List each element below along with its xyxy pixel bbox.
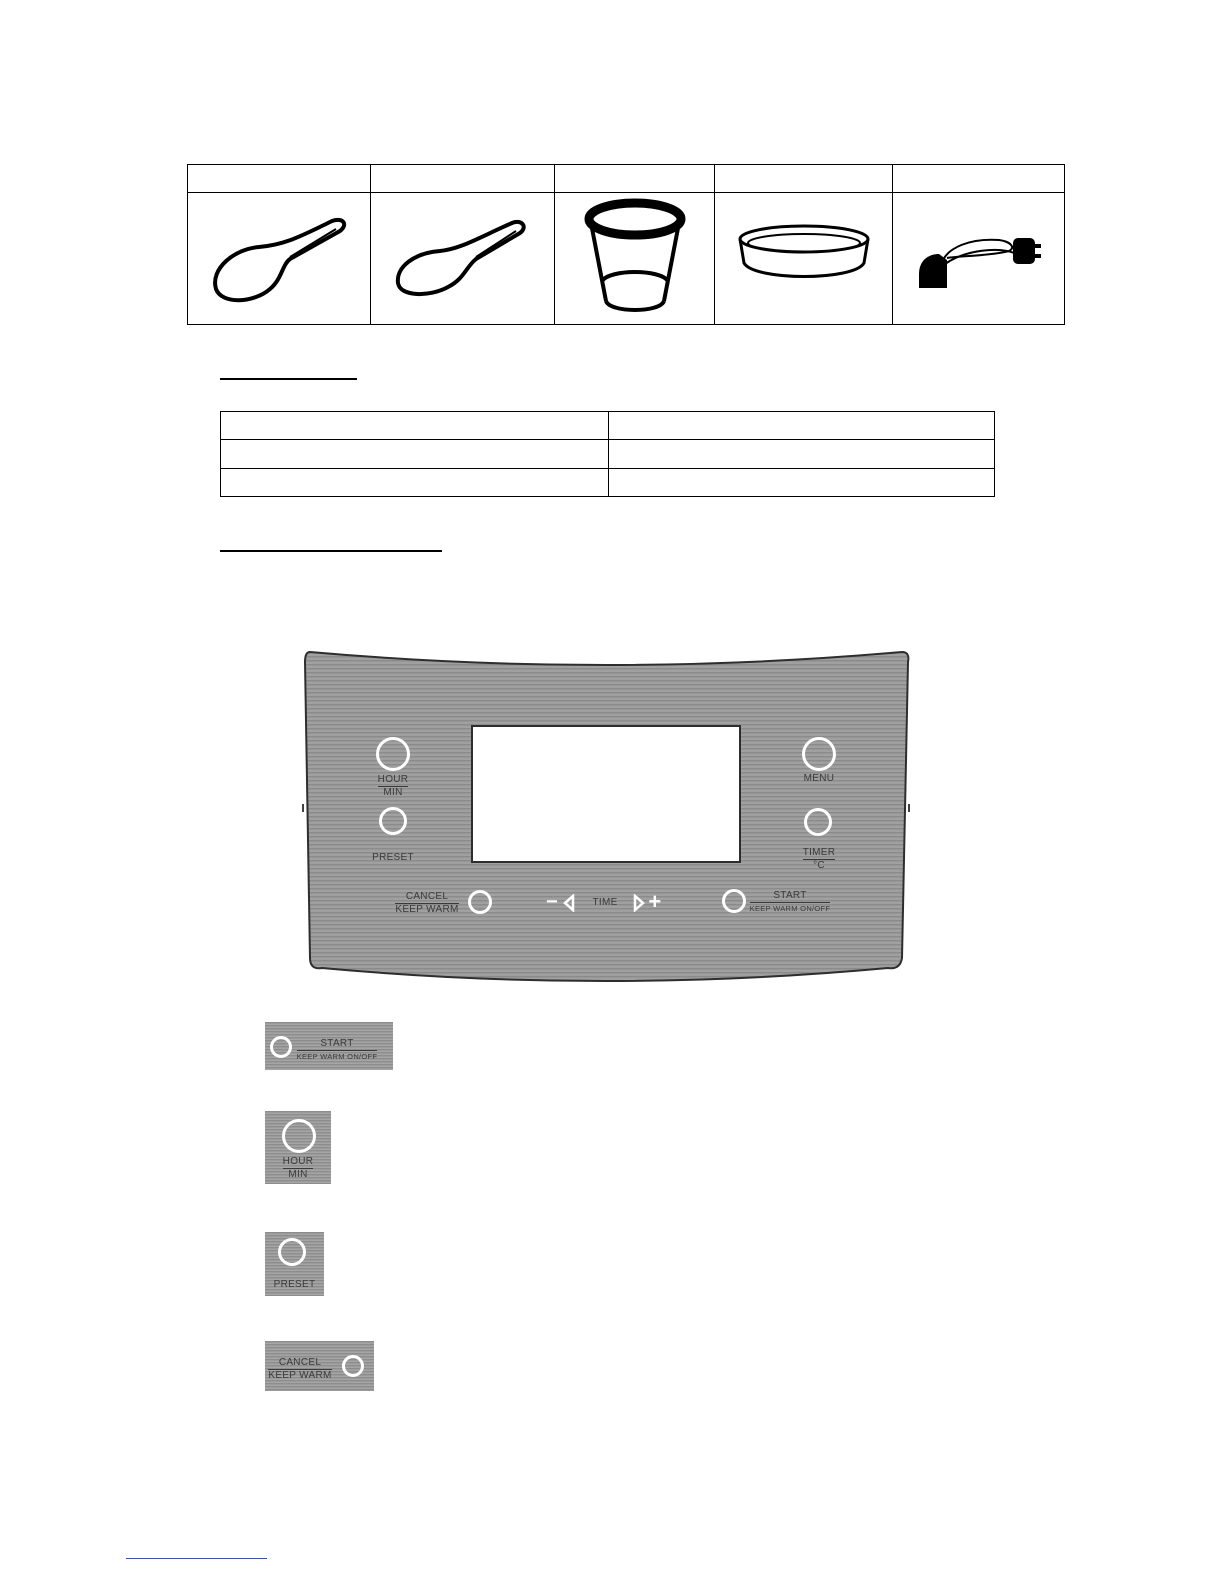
table-row	[221, 468, 995, 496]
spec-cell	[609, 412, 995, 440]
preset-label: PRESET	[372, 852, 414, 863]
cancel-keep-warm-button[interactable]	[342, 1355, 364, 1377]
accessory-cell	[188, 193, 371, 325]
cancel-keep-warm-label: $\frac{\text{CANCEL}}{\text{KEEP WARM}}$	[268, 1357, 332, 1381]
start-button[interactable]	[270, 1036, 292, 1058]
table-row	[221, 440, 995, 468]
lcd-display	[471, 725, 741, 863]
timer-label: $\frac{\text{TIMER}}{^\circ C}$	[802, 847, 836, 871]
right-arrow-icon	[632, 894, 646, 912]
accessory-header-cell	[188, 165, 371, 193]
hour-min-button[interactable]	[282, 1119, 316, 1153]
spec-cell	[609, 468, 995, 496]
rice-spoon-icon	[204, 209, 354, 309]
footer-link-underline[interactable]	[126, 1558, 267, 1559]
accessory-header-cell	[715, 165, 893, 193]
spec-cell	[221, 412, 609, 440]
timer-button[interactable]	[804, 808, 832, 836]
cancel-keep-warm-button[interactable]	[468, 890, 492, 914]
left-arrow-icon	[562, 894, 576, 912]
start-label: $\frac{\text{START}}{\text{KEEP WARM ON/OFF}}$	[749, 890, 831, 913]
specification-table	[220, 411, 995, 497]
accessory-cell	[371, 193, 555, 325]
menu-button[interactable]	[802, 737, 836, 771]
start-label: $\frac{\text{START}}{\text{KEEP WARM ON/OFF}}$	[296, 1038, 378, 1061]
accessory-cell	[893, 193, 1065, 325]
accessories-table	[187, 164, 1065, 325]
accessory-cell	[555, 193, 715, 325]
accessory-header-cell	[893, 165, 1065, 193]
hour-min-label: $\frac{\text{HOUR}}{\text{MIN}}$	[377, 774, 409, 798]
preset-button[interactable]	[278, 1238, 306, 1266]
steam-tray-icon	[734, 219, 874, 299]
section-heading-underline	[220, 378, 357, 380]
start-button-detail	[265, 1022, 393, 1070]
menu-label: MENU	[803, 773, 835, 784]
power-cord-icon	[909, 224, 1049, 294]
accessory-header-cell	[371, 165, 555, 193]
hour-min-label: $\frac{\text{HOUR}}{\text{MIN}}$	[282, 1156, 314, 1180]
measuring-cup-icon	[580, 197, 690, 321]
accessories-header-row	[188, 165, 1065, 193]
hour-min-button-detail	[265, 1111, 331, 1184]
cancel-keep-warm-label: $\frac{\text{CANCEL}}{\text{KEEP WARM}}$	[395, 891, 459, 915]
control-panel	[300, 648, 912, 984]
accessory-header-cell	[555, 165, 715, 193]
spec-cell	[221, 440, 609, 468]
preset-button[interactable]	[379, 807, 407, 835]
cancel-button-detail	[265, 1341, 374, 1391]
table-row	[221, 412, 995, 440]
time-plus-button[interactable]: +	[648, 889, 662, 914]
hour-min-button[interactable]	[376, 737, 410, 771]
accessories-picture-row	[188, 193, 1065, 325]
time-minus-button[interactable]: −	[546, 891, 558, 913]
spec-cell	[221, 468, 609, 496]
preset-button-detail	[265, 1232, 324, 1296]
section-heading-underline	[220, 550, 442, 552]
accessory-cell	[715, 193, 893, 325]
preset-label: PRESET	[273, 1279, 316, 1290]
time-label: TIME	[592, 897, 618, 908]
start-button[interactable]	[722, 889, 746, 913]
soup-ladle-icon	[388, 209, 538, 309]
spec-cell	[609, 440, 995, 468]
